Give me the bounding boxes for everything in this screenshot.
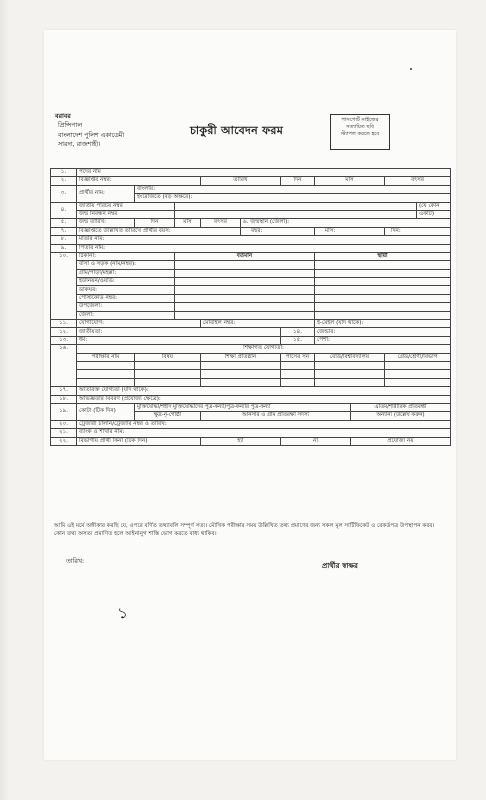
permanent-address-input[interactable] — [315, 286, 451, 294]
name-bangla-field[interactable]: বাংলায়: — [135, 185, 451, 193]
age-month-field[interactable]: মাস: — [315, 227, 385, 235]
brn-label: জন্ম নিবন্ধন নম্বর — [77, 210, 175, 218]
quota-freedom-fighter[interactable]: মুক্তিযোদ্ধা/শহীদ মুক্তিযোদ্ধাদের পুত্র-কন্যা/পুত্র-কন্যার পুত্র-কন্যা — [135, 403, 351, 411]
location: সারদা, রাজশাহী। — [58, 141, 101, 149]
address-field-label: বাসা ও সড়ক (নাম/নম্বর): — [77, 261, 175, 269]
nid-label: জাতীয় পরিচয় নম্বর — [77, 202, 175, 210]
edu-col-institution: শিক্ষা প্রতিষ্ঠান — [201, 353, 281, 361]
edu-col-grade: গ্রেড/শ্রেণী/বিভাগ — [385, 353, 451, 361]
mobile-field[interactable]: মোবাইল নম্বর: — [201, 320, 315, 328]
nid-field[interactable] — [175, 202, 417, 210]
birthplace-field[interactable]: ৬. জন্মস্থান (জেলা): — [241, 219, 451, 227]
day-field[interactable]: দিন — [281, 177, 315, 185]
present-address-input[interactable] — [175, 303, 315, 311]
permanent-address-input[interactable] — [315, 303, 451, 311]
date-label: তারিখ: — [66, 558, 85, 565]
edu-cell[interactable] — [385, 361, 451, 369]
row-circular — [51, 177, 451, 185]
religion-field[interactable]: ধর্ম: — [77, 336, 281, 344]
contact-label: যোগাযোগ: — [77, 320, 201, 328]
option-not-applicable[interactable]: প্রযোজ্য নয় — [351, 437, 451, 445]
education-row — [51, 361, 451, 369]
month-field[interactable]: মাস — [315, 177, 385, 185]
row-contact — [51, 320, 451, 328]
birth-day-field[interactable]: দিন — [135, 219, 175, 227]
row-nationality — [51, 328, 451, 336]
edu-cell[interactable] — [201, 361, 281, 369]
row-age — [51, 227, 451, 235]
age-day-field[interactable]: দিন: — [385, 227, 451, 235]
address-label: ঠিকানা: — [77, 252, 175, 260]
edu-cell[interactable] — [201, 370, 281, 378]
row-father — [51, 244, 451, 252]
edu-col-exam: পরীক্ষার নাম — [77, 353, 135, 361]
applicant-name-label: প্রার্থীর নাম: — [77, 185, 135, 202]
permanent-address-input[interactable] — [315, 311, 451, 319]
row-departmental — [51, 437, 451, 445]
scan-speck — [410, 68, 412, 70]
mother-name-field[interactable]: মাতার নাম: — [77, 236, 451, 244]
row-number: ২. — [51, 177, 77, 185]
present-address-input[interactable] — [175, 294, 315, 302]
gender-field[interactable]: জেন্ডার: — [315, 328, 451, 336]
edu-cell[interactable] — [135, 370, 201, 378]
photo-note-1: পাসপোর্ট সাইজের — [341, 117, 379, 123]
row-number: ১৩. — [51, 336, 77, 344]
edu-cell[interactable] — [315, 361, 385, 369]
address-row — [51, 294, 451, 302]
quota-orphan-disabled[interactable]: এতিম/শারীরিক প্রতিবন্ধী — [351, 403, 451, 411]
address-field-label: ইউনিয়ন/ওয়ার্ড: — [77, 278, 175, 286]
present-address-header: বর্তমান — [175, 252, 315, 260]
option-yes[interactable]: হ্যাঁ — [201, 437, 281, 445]
photo-note-2: সত্যায়িত ছবি — [346, 124, 374, 131]
birth-month-field[interactable]: মাস — [175, 219, 201, 227]
address-row — [51, 286, 451, 294]
address-field-label: জেলা: — [77, 311, 175, 319]
row-brn — [51, 210, 451, 218]
address-row — [51, 269, 451, 277]
organization: বাংলাদেশ পুলিশ একাডেমী — [58, 131, 125, 139]
option-no[interactable]: না — [281, 437, 351, 445]
address-field-label: উপজেলা: — [77, 303, 175, 311]
edu-cell[interactable] — [201, 378, 281, 386]
photo-box — [330, 114, 390, 150]
address-row — [51, 261, 451, 269]
birth-year-field[interactable]: বৎসর — [201, 219, 241, 227]
brn-note: একটি) — [417, 210, 451, 218]
declaration-text: আমি এই মর্মে অঙ্গীকার করছি যে, ওপরে বর্ণিত তথ্যাবলি সম্পূর্ণ সত্য। মৌখিক পরীক্ষার সময় উল্লিখিত তথ্য প্রমাণের জন্য সকল মূল সার্টিফিকেট ও রেকর্ডপত্র উপস্থাপন করব। কোন তথ্য অসত্য প্রমাণিত হলে আইনানুগ শাস্তি ভোগ করতে বাধ্য থাকিব। — [54, 523, 435, 538]
row-religion — [51, 336, 451, 344]
row-number: ৫. — [51, 219, 77, 227]
address-row — [51, 311, 451, 319]
address-field-label: পোস্টকোড নম্বর: — [77, 294, 175, 302]
address-field-label: গ্রাম/পাড়া/মহল্লা: — [77, 269, 175, 277]
edu-col-year: পাসের সন — [281, 353, 315, 361]
form-title: চাকুরী আবেদন ফরম — [190, 124, 284, 137]
permanent-address-input[interactable] — [315, 278, 451, 286]
birthdate-label: জন্ম তারিখ: — [77, 219, 135, 227]
edu-cell[interactable] — [77, 370, 135, 378]
quota-other[interactable]: অন্যান্য (উল্লেখ করুন) — [351, 412, 451, 420]
row-experience — [51, 395, 451, 403]
row-nid — [51, 202, 451, 210]
date-label: তারিখ — [201, 177, 281, 185]
to-label: বরাবর — [55, 113, 71, 120]
extra-qualification-field[interactable]: অতিরিক্ত যোগ্যতা (যদি থাকে): — [77, 387, 451, 395]
education-columns — [51, 353, 451, 361]
age-label: বিজ্ঞপ্তিতে উল্লিখিত তারিখে প্রার্থীর বয়স: — [77, 227, 241, 235]
row-extra-qual — [51, 387, 451, 395]
permanent-address-header: স্থায়ী — [315, 252, 451, 260]
permanent-address-input[interactable] — [315, 269, 451, 277]
education-row — [51, 378, 451, 386]
row-number: ৩. — [51, 185, 77, 202]
quota-ethnic[interactable]: ক্ষুদ্র-নৃ-গোষ্ঠী — [135, 412, 201, 420]
row-number: ৪. — [51, 202, 77, 219]
present-address-input[interactable] — [175, 286, 315, 294]
edu-cell[interactable] — [315, 370, 385, 378]
brn-field[interactable] — [175, 210, 417, 218]
edu-cell[interactable] — [385, 378, 451, 386]
row-birth — [51, 219, 451, 227]
bank-name-field[interactable]: ব্যাংক ও শাখার নাম: — [77, 429, 451, 437]
present-address-input[interactable] — [175, 311, 315, 319]
year-field[interactable]: বৎসর — [385, 177, 451, 185]
edu-col-board: বোর্ড/বিশ্ববিদ্যালয় — [315, 353, 385, 361]
addressee: প্রিন্সিপাল — [58, 122, 83, 130]
post-name-field[interactable]: পদের নাম — [77, 169, 451, 177]
row-number: ২১. — [51, 429, 77, 437]
row-post — [51, 169, 451, 177]
signature-label: প্রার্থীর স্বাক্ষর — [322, 562, 358, 570]
edu-cell[interactable] — [77, 378, 135, 386]
departmental-label: বিভাগীয় প্রার্থী কিনা (টিক দিন) — [77, 437, 201, 445]
edu-cell[interactable] — [135, 378, 201, 386]
education-row — [51, 370, 451, 378]
row-number: ৭. — [51, 227, 77, 235]
quota-ansar-vdp[interactable]: আনসার ও গ্রাম প্রতিরক্ষা সদস্য — [201, 412, 351, 420]
quota-label: কোটা (টিক দিন) — [77, 403, 135, 420]
addressee-block — [55, 112, 124, 150]
edu-cell[interactable] — [281, 370, 315, 378]
edu-col-subject: বিষয় — [135, 353, 201, 361]
treasury-challan-field[interactable]: ট্রেজারী চালান/ট্রেজারি নম্বর ও তারিখ: — [77, 420, 451, 428]
present-address-input[interactable] — [175, 269, 315, 277]
education-label: শিক্ষাগত যোগ্যতা: — [77, 345, 451, 353]
edu-cell[interactable] — [385, 370, 451, 378]
present-address-input[interactable] — [175, 261, 315, 269]
permanent-address-input[interactable] — [315, 261, 451, 269]
address-field-label: ডাকঘর: — [77, 286, 175, 294]
row-treasury — [51, 420, 451, 428]
row-name-bangla — [51, 185, 451, 193]
occupation-field[interactable]: পেশা: — [315, 336, 451, 344]
row-number: ৯. — [51, 244, 77, 252]
handwritten-mark: ১ — [115, 603, 130, 623]
row-number: ১. — [51, 169, 77, 177]
row-mother — [51, 236, 451, 244]
row-number: ১৭. — [51, 387, 77, 395]
permanent-address-input[interactable] — [315, 294, 451, 302]
address-row — [51, 303, 451, 311]
row-number: ৮. — [51, 236, 77, 244]
experience-field[interactable]: অভিজ্ঞতার বিবরণ (প্রযোজ্য ক্ষেত্রে): — [77, 395, 451, 403]
row-number: ১৯. — [51, 403, 77, 420]
email-field[interactable]: ই-মেইল (যদি থাকে): — [315, 320, 451, 328]
row-number: ১৪. — [281, 328, 315, 336]
row-quota-1 — [51, 403, 451, 411]
edu-cell[interactable] — [315, 378, 385, 386]
father-name-field[interactable]: পিতার নাম: — [77, 244, 451, 252]
edu-cell[interactable] — [281, 361, 315, 369]
present-address-input[interactable] — [175, 278, 315, 286]
edu-cell[interactable] — [281, 378, 315, 386]
row-number: ২২. — [51, 437, 77, 445]
row-number: ১০. — [51, 252, 77, 319]
row-number: ১১. — [51, 320, 77, 328]
row-education-head — [51, 345, 451, 353]
row-number: ২০. — [51, 420, 77, 428]
row-address-head — [51, 252, 451, 260]
row-bank — [51, 429, 451, 437]
nationality-field[interactable]: জাতীয়তা: — [77, 328, 281, 336]
application-form-table — [50, 168, 451, 446]
age-year-field[interactable]: বছর: — [241, 227, 315, 235]
row-number: ১৫. — [281, 336, 315, 344]
edu-cell[interactable] — [77, 361, 135, 369]
row-number: ১২. — [51, 328, 77, 336]
row-number: ১৮. — [51, 395, 77, 403]
row-number: ১৬. — [51, 345, 77, 387]
nid-note: (যে কোন — [417, 202, 451, 210]
photo-note-3: স্ট্যাপল করতে হবে — [340, 131, 380, 138]
address-row — [51, 278, 451, 286]
scan-edge — [0, 0, 9, 800]
edu-cell[interactable] — [135, 361, 201, 369]
name-english-field[interactable]: ইংরেজিতে (বড় অক্ষরে): — [135, 194, 451, 202]
circular-number-field[interactable]: বিজ্ঞপ্তির নম্বর: — [77, 177, 201, 185]
